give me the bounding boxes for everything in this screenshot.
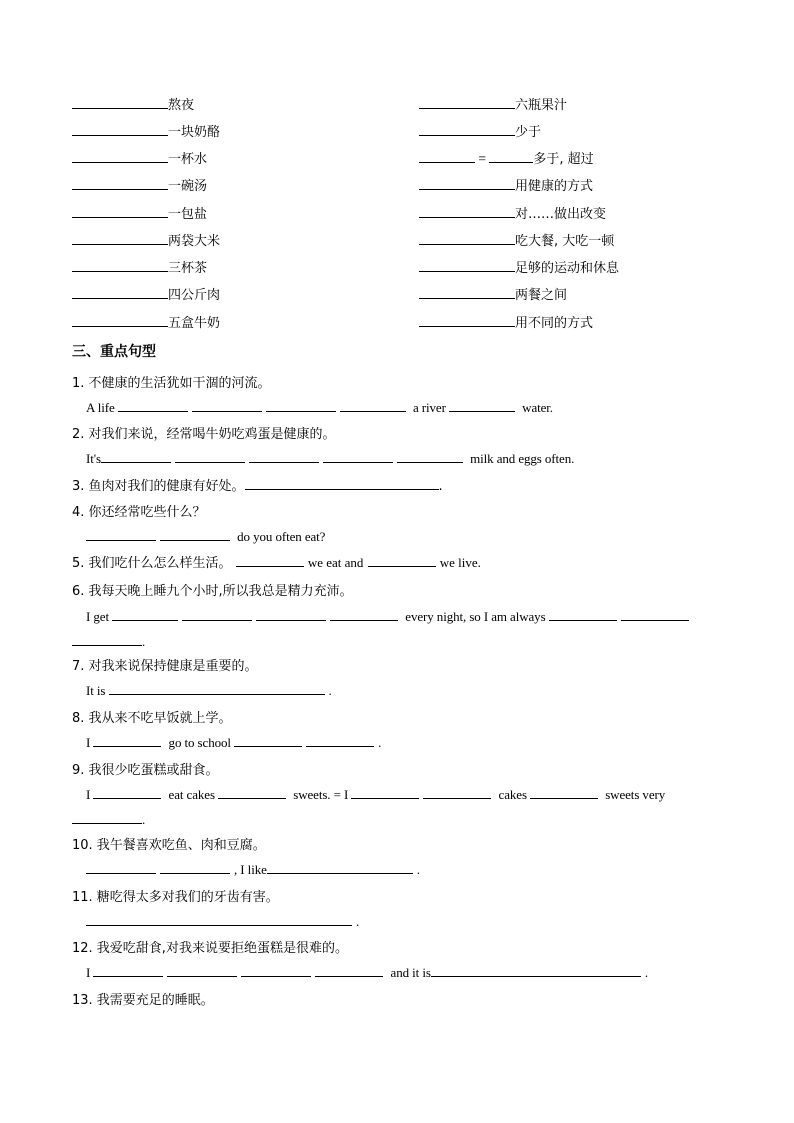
answer-end: . xyxy=(644,965,648,980)
question-prompt: 6. 我每天晚上睡九个小时,所以我总是精力充沛。 xyxy=(72,584,353,599)
phrase-label: 一块奶酪 xyxy=(168,125,221,140)
phrase-label: 五盒牛奶 xyxy=(168,316,221,331)
fill-blank[interactable] xyxy=(72,176,168,190)
fill-blank[interactable] xyxy=(93,733,161,747)
fill-blank[interactable] xyxy=(419,122,515,136)
phrase-row xyxy=(72,204,207,224)
phrase-label: 一包盐 xyxy=(168,207,208,222)
phrase-row xyxy=(419,176,593,196)
answer-text: I xyxy=(86,787,91,802)
fill-blank[interactable] xyxy=(266,398,336,412)
fill-blank[interactable] xyxy=(419,258,515,272)
fill-blank[interactable] xyxy=(419,176,515,190)
answer-text: cakes xyxy=(498,787,527,802)
fill-blank[interactable] xyxy=(72,285,168,299)
fill-blank[interactable] xyxy=(530,785,598,799)
answer-line xyxy=(86,860,420,878)
fill-blank[interactable] xyxy=(118,398,188,412)
section-heading: 三、重点句型 xyxy=(72,344,156,360)
answer-text: A life xyxy=(86,400,115,415)
fill-blank[interactable] xyxy=(245,476,439,490)
fill-blank[interactable] xyxy=(167,963,237,977)
phrase-row xyxy=(72,176,207,196)
fill-blank[interactable] xyxy=(234,733,302,747)
answer-text: , I like xyxy=(234,862,267,877)
answer-text: a river xyxy=(412,400,446,415)
answer-end: . xyxy=(142,634,146,649)
fill-blank[interactable] xyxy=(323,449,393,463)
fill-blank[interactable] xyxy=(306,733,374,747)
question-prompt: 9. 我很少吃蛋糕或甜食。 xyxy=(72,763,219,778)
answer-text: and it is xyxy=(390,965,431,980)
equals-sign: = xyxy=(478,151,486,166)
phrase-row xyxy=(419,231,614,251)
answer-text: milk and eggs often. xyxy=(470,451,575,466)
fill-blank[interactable] xyxy=(256,607,326,621)
fill-blank[interactable] xyxy=(330,607,398,621)
answer-end: . xyxy=(416,862,420,877)
answer-text: we live. xyxy=(439,555,481,570)
answer-line xyxy=(86,912,359,930)
fill-blank[interactable] xyxy=(182,607,252,621)
fill-blank[interactable] xyxy=(419,95,515,109)
phrase-row xyxy=(72,313,220,333)
fill-blank[interactable] xyxy=(112,607,178,621)
fill-blank[interactable] xyxy=(72,231,168,245)
phrase-row xyxy=(72,149,207,169)
answer-text: eat cakes xyxy=(168,787,215,802)
fill-blank[interactable] xyxy=(236,553,304,567)
phrase-label: 一碗汤 xyxy=(168,179,208,194)
fill-blank[interactable] xyxy=(72,810,142,824)
answer-line xyxy=(86,681,332,699)
question-prompt: 12. 我爱吃甜食,对我来说要拒绝蛋糕是很难的。 xyxy=(72,941,348,956)
phrase-row xyxy=(72,258,207,278)
answer-text: sweets very xyxy=(605,787,666,802)
answer-line xyxy=(86,733,381,751)
fill-blank[interactable] xyxy=(621,607,689,621)
phrase-row xyxy=(419,122,541,142)
phrase-label: 少于 xyxy=(515,125,542,140)
question-prompt: 10. 我午餐喜欢吃鱼、肉和豆腐。 xyxy=(72,838,266,853)
fill-blank[interactable] xyxy=(397,449,463,463)
answer-text: sweets. = I xyxy=(293,787,349,802)
fill-blank[interactable] xyxy=(449,398,515,412)
question-prompt: 8. 我从来不吃早饭就上学。 xyxy=(72,711,232,726)
answer-text: go to school xyxy=(168,735,231,750)
fill-blank[interactable] xyxy=(315,963,383,977)
fill-blank[interactable] xyxy=(175,449,245,463)
answer-text: It's xyxy=(86,451,101,466)
fill-blank[interactable] xyxy=(160,860,230,874)
answer-end: . xyxy=(356,914,360,929)
phrase-row xyxy=(72,95,194,115)
fill-blank[interactable] xyxy=(72,258,168,272)
fill-blank[interactable] xyxy=(419,231,515,245)
question-prompt: 1. 不健康的生活犹如干涸的河流。 xyxy=(72,376,271,391)
fill-blank[interactable] xyxy=(72,204,168,218)
fill-blank[interactable] xyxy=(549,607,617,621)
question-text: 3. 鱼肉对我们的健康有好处。 xyxy=(72,479,245,494)
phrase-label: 两袋大米 xyxy=(168,234,221,249)
fill-blank[interactable] xyxy=(72,632,142,646)
fill-blank[interactable] xyxy=(489,149,533,163)
answer-text: every night, so I am always xyxy=(405,609,546,624)
question-prompt xyxy=(72,475,443,494)
fill-blank[interactable] xyxy=(368,553,436,567)
fill-blank[interactable] xyxy=(101,449,171,463)
question-prompt: 11. 糖吃得太多对我们的牙齿有害。 xyxy=(72,890,279,905)
fill-blank[interactable] xyxy=(72,122,168,136)
answer-line xyxy=(86,449,574,467)
fill-blank[interactable] xyxy=(86,860,156,874)
fill-blank[interactable] xyxy=(267,860,413,874)
answer-line xyxy=(86,963,648,981)
fill-blank[interactable] xyxy=(419,204,515,218)
question-prompt: 2. 对我们来说，经常喝牛奶吃鸡蛋是健康的。 xyxy=(72,427,336,442)
question-prompt: 13. 我需要充足的睡眠。 xyxy=(72,993,214,1008)
answer-line-cont xyxy=(72,632,145,650)
phrase-row xyxy=(419,258,619,278)
fill-blank[interactable] xyxy=(160,527,230,541)
phrase-label: 四公斤肉 xyxy=(168,288,221,303)
phrase-row xyxy=(419,313,593,333)
phrase-label: 吃大餐, 大吃一顿 xyxy=(515,234,615,249)
answer-text: do you often eat? xyxy=(237,529,326,544)
fill-blank[interactable] xyxy=(86,527,156,541)
answer-text: water. xyxy=(522,400,553,415)
question-prompt: 4. 你还经常吃些什么？ xyxy=(72,505,206,520)
fill-blank[interactable] xyxy=(93,963,163,977)
answer-text: we eat and xyxy=(307,555,364,570)
phrase-row xyxy=(419,285,567,305)
answer-text: I xyxy=(86,965,91,980)
fill-blank[interactable] xyxy=(249,449,319,463)
answer-line xyxy=(86,398,553,416)
fill-blank[interactable] xyxy=(72,313,168,327)
question-text: 5. 我们吃什么怎么样生活。 xyxy=(72,556,232,571)
fill-blank[interactable] xyxy=(419,285,515,299)
fill-blank[interactable] xyxy=(109,681,325,695)
answer-text: I get xyxy=(86,609,109,624)
answer-end: . xyxy=(328,683,332,698)
phrase-row xyxy=(419,149,594,169)
phrase-row xyxy=(72,122,220,142)
answer-line xyxy=(86,607,693,625)
fill-blank[interactable] xyxy=(93,785,161,799)
fill-blank[interactable] xyxy=(423,785,491,799)
fill-blank[interactable] xyxy=(241,963,311,977)
answer-end: . xyxy=(142,812,146,827)
answer-text: It is xyxy=(86,683,106,698)
phrase-label: 两餐之间 xyxy=(515,288,568,303)
fill-blank[interactable] xyxy=(419,313,515,327)
phrase-row xyxy=(419,204,606,224)
phrase-label: 熬夜 xyxy=(168,98,195,113)
fill-blank[interactable] xyxy=(419,149,475,163)
phrase-label: 用健康的方式 xyxy=(515,179,594,194)
answer-text: I xyxy=(86,735,91,750)
fill-blank[interactable] xyxy=(86,912,352,926)
phrase-label: 足够的运动和休息 xyxy=(515,261,620,276)
fill-blank[interactable] xyxy=(340,398,406,412)
fill-blank[interactable] xyxy=(218,785,286,799)
phrase-label: 六瓶果汁 xyxy=(515,98,568,113)
fill-blank[interactable] xyxy=(192,398,262,412)
answer-line xyxy=(86,785,665,803)
answer-line-cont xyxy=(72,810,145,828)
phrase-label: 多于, 超过 xyxy=(533,152,594,167)
phrase-label: 用不同的方式 xyxy=(515,316,594,331)
phrase-row xyxy=(72,231,220,251)
fill-blank[interactable] xyxy=(431,963,641,977)
phrase-label: 三杯茶 xyxy=(168,261,208,276)
fill-blank[interactable] xyxy=(72,149,168,163)
answer-end: . xyxy=(438,479,443,494)
phrase-row xyxy=(72,285,220,305)
phrase-label: 对……做出改变 xyxy=(515,207,607,222)
phrase-label: 一杯水 xyxy=(168,152,208,167)
fill-blank[interactable] xyxy=(351,785,419,799)
answer-line xyxy=(86,527,325,545)
question-prompt xyxy=(72,552,481,571)
phrase-row xyxy=(419,95,567,115)
question-prompt: 7. 对我来说保持健康是重要的。 xyxy=(72,659,258,674)
fill-blank[interactable] xyxy=(72,95,168,109)
answer-end: . xyxy=(378,735,382,750)
